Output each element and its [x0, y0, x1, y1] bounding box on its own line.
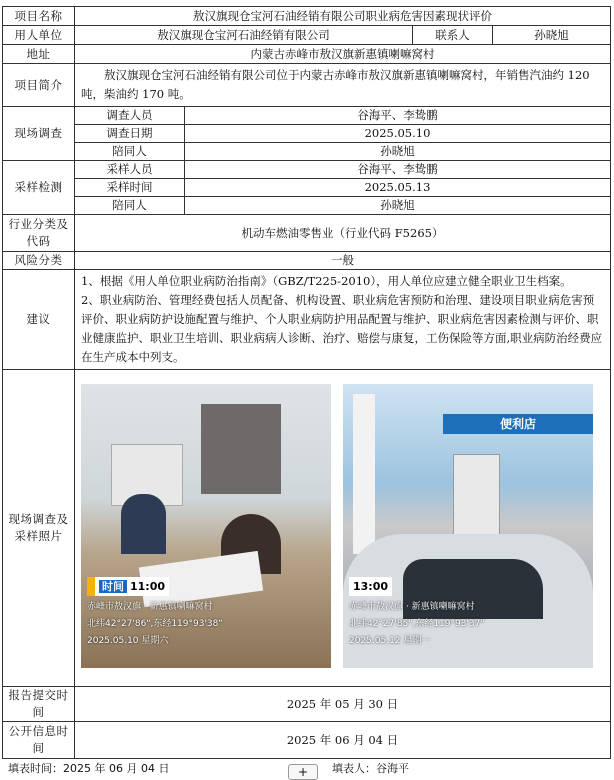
survey-key: 调查人员: [75, 107, 185, 125]
publish-label: 公开信息时间: [3, 722, 75, 759]
publish-value: 2025 年 06 月 04 日: [75, 722, 611, 759]
shop-sign: 便利店: [443, 414, 593, 434]
sampling-value: 孙晓旭: [185, 197, 611, 215]
advice-item-1: 1、根据《用人单位职业病防治指南》（GBZ/T225-2010），用人单位应建立健全职业卫生档案。: [81, 274, 572, 288]
survey-photo: [81, 384, 331, 668]
contact-value: 孙晓旭: [493, 26, 611, 45]
industry-label: 行业分类及代码: [3, 215, 75, 252]
employer-value: 敖汉旗现仓宝河石油经销有限公司: [75, 26, 413, 45]
project-name-label: 项目名称: [3, 7, 75, 26]
sampling-photo: [343, 384, 593, 668]
advice-label: 建议: [3, 270, 75, 370]
address-label: 地址: [3, 45, 75, 64]
sampling-value: 2025.05.13: [185, 179, 611, 197]
survey-key: 陪同人: [75, 143, 185, 161]
survey-value: 孙晓旭: [185, 143, 611, 161]
sampling-value: 谷海平、李鸷鹏: [185, 161, 611, 179]
sampling-key: 采样时间: [75, 179, 185, 197]
evaluation-table: [2, 6, 611, 759]
survey-key: 调查日期: [75, 125, 185, 143]
sampling-key: 陪同人: [75, 197, 185, 215]
report-submit-value: 2025 年 05 月 30 日: [75, 687, 611, 722]
photo-watermark: 13:00 赤峰市敖汉旗 · 新惠镇喇嘛窝村 北纬42°27'85",东经119°93'37" 2025.05.12 星期一: [349, 577, 485, 650]
photo-watermark: 时间 11:00 赤峰市敖汉旗 · 新惠镇喇嘛窝村 北纬42°27'86",东经119°93'38" 2025.05.10 星期六: [87, 577, 223, 650]
risk-value: 一般: [75, 252, 611, 270]
intro-value: 敖汉旗现仓宝河石油经销有限公司位于内蒙古赤峰市敖汉旗新惠镇喇嘛窝村，年销售汽油约 120 吨，柴油约 170 吨。: [75, 64, 611, 107]
sampling-key: 采样人员: [75, 161, 185, 179]
filler: 填表人：谷海平: [332, 762, 409, 775]
advice-item-2: 2、职业病防治、管理经费包括人员配备、机构设置、职业病危害预防和治理、建设项目职业病危害预评价、职业病防护设施配置与维护、个人职业病防护用品配置与维护、职业病危害因素检测与评价、职业健康监护、职业卫生培训、职业病病人诊断、治疗、赔偿与康复，工伤保险等方面,职业病防治经费应在生产成本中列支。: [81, 293, 603, 364]
photos-label: 现场调查及采样照片: [3, 370, 75, 687]
fill-time: 填表时间：2025 年 06 月 04 日: [8, 762, 170, 775]
employer-label: 用人单位: [3, 26, 75, 45]
risk-label: 风险分类: [3, 252, 75, 270]
intro-label: 项目简介: [3, 64, 75, 107]
survey-value: 谷海平、李鸷鹏: [185, 107, 611, 125]
survey-value: 2025.05.10: [185, 125, 611, 143]
project-name-value: 敖汉旗现仓宝河石油经销有限公司职业病危害因素现状评价: [75, 7, 611, 26]
add-button[interactable]: +: [288, 764, 318, 780]
survey-label: 现场调查: [3, 107, 75, 161]
photo-area: [75, 370, 610, 686]
contact-label: 联系人: [413, 26, 493, 45]
industry-value: 机动车燃油零售业（行业代码 F5265）: [75, 215, 611, 252]
address-value: 内蒙古赤峰市敖汉旗新惠镇喇嘛窝村: [75, 45, 611, 64]
sampling-label: 采样检测: [3, 161, 75, 215]
report-submit-label: 报告提交时间: [3, 687, 75, 722]
